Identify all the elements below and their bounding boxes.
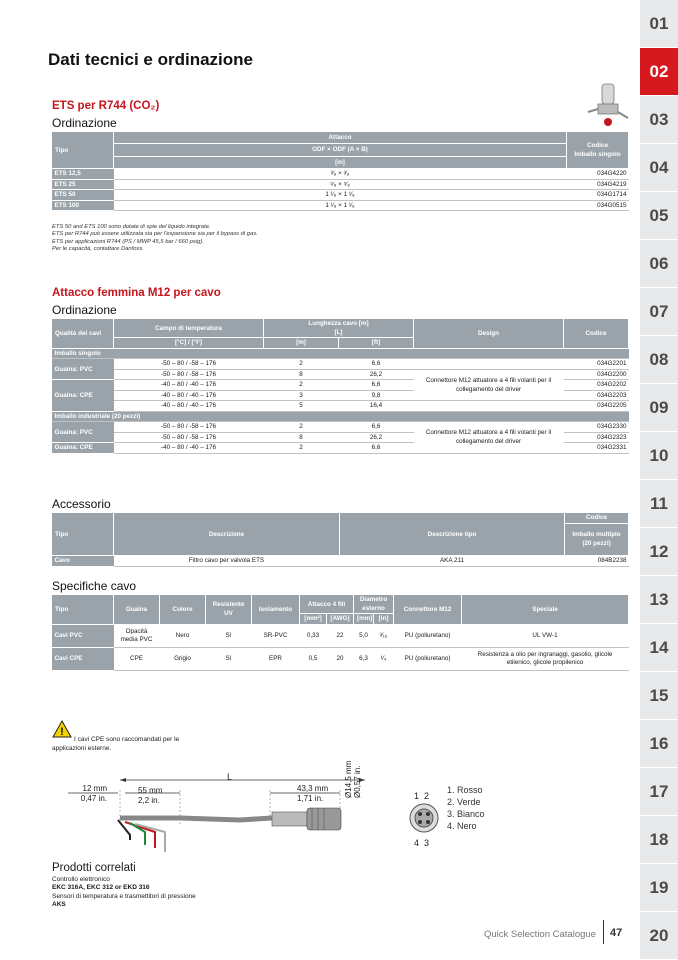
table-cell: Guaina: CPE [52,443,114,454]
table-row [52,169,629,180]
th-diametro: Diametro esterno [354,595,394,614]
table-cell: 8 [264,432,339,443]
table-cell: ETS 25 [52,179,114,190]
table-row [52,647,629,670]
table-cell: ⁵⁄₈ × ⁵⁄₈ [114,179,567,190]
table-cell: -50 – 80 / -58 – 176 [114,359,264,370]
table-cell: -40 – 80 / -40 – 176 [114,390,264,401]
table-cell: CPE [114,647,160,670]
footer-text: Quick Selection Catalogue [484,929,596,940]
table-cell: ³⁄₈ × ³⁄₈ [114,169,567,180]
th-imballo-multiplo: Imballo multiplo (20 pezzi) [565,523,629,555]
table-row [52,200,629,211]
chapter-tab-16: 16 [649,734,669,753]
table-cell: 034G2331 [564,443,629,454]
table-cell: ETS 12,5 [52,169,114,180]
table-row [52,369,629,380]
table-cell: EPR [252,647,300,670]
chapter-tab-14: 14 [649,638,669,657]
table-cell: Imballo singolo [52,348,629,359]
table-row [52,359,629,370]
footer-divider [603,920,604,944]
dim-12mm: 12 mm 0,47 in. [80,784,107,803]
chapter-tab-11: 11 [650,494,668,513]
table-cell [414,401,564,412]
legend-item: 4. Nero [447,821,477,831]
th-m12: Connettore M12 [394,595,462,625]
th-3: Resistente UV [206,595,252,625]
table-row [52,624,629,647]
s4-title: Specifiche cavo [52,579,137,593]
table-cell: 034G2202 [564,380,629,391]
table-cell: 3 [264,390,339,401]
th-unit: [in] [374,614,394,625]
table-cell: 26,2 [339,369,414,380]
table-cell: Imballo industriale (20 pezzi) [52,411,629,422]
th-qualita: Qualità dei cavi [52,319,114,349]
th-odf: ODF × ODF (A × B) [114,144,567,156]
th-1: Guaina [114,595,160,625]
th-attacco: Attacco [114,132,567,144]
table-cell: 2 [264,422,339,433]
cable-spec-table [51,594,629,671]
s1-notes [52,224,258,254]
table-cell: ETS 50 [52,190,114,201]
table-cell: Sì [206,647,252,670]
th-4: Isolamento [252,595,300,625]
note-line: ETS per applicazioni R744 (PS / MWP 45,5 bar / 660 psig). [52,238,204,245]
table-cell: 6,3 [354,647,374,670]
table-cell: ³⁄₁₆ [374,624,394,647]
th-codice3: Codice [565,513,629,524]
table-cell: Cavi CPE [52,647,114,670]
chapter-tab-01: 01 [649,14,669,33]
table-cell: 20 [327,647,354,670]
chapter-tab-04: 04 [649,158,669,177]
chapter-tab-06: 06 [649,254,669,273]
table-cell: -50 – 80 / -58 – 176 [114,369,264,380]
table-cell: UL VW-1 [462,624,629,647]
table-cell: 1 ¹⁄₈ × 1 ¹⁄₈ [114,190,567,201]
th-tipo3: Tipo [52,513,114,556]
legend-item: 1. Rosso [447,785,483,795]
chapter-tab-19: 19 [649,878,669,897]
legend-item: 3. Bianco [447,809,485,819]
table-cell: 034G2330 [564,422,629,433]
th-0: Tipo [52,595,114,625]
table-cell: 2 [264,380,339,391]
table-cell: Opacità media PVC [114,624,160,647]
table-cell: Cavi PVC [52,624,114,647]
chapter-tab-17: 17 [649,782,669,801]
connector-face-icon [408,802,440,834]
table-cell: 034G2200 [564,369,629,380]
table-row [52,422,629,433]
table-row: Cavo Filtro cavo per valvola ETS AKA 211 084B2238 [52,556,629,567]
page-number: 47 [610,927,623,939]
pin-legend [447,784,485,832]
table-cell [414,359,564,370]
th-codice: Codice Imballo singolo [567,132,629,169]
table-cell: 5,0 [354,624,374,647]
s2-subtitle: Ordinazione [52,303,117,317]
th-speciale: Speciale [462,595,629,625]
table-cell: Guaina: CPE [52,380,114,412]
valve-illustration [586,82,630,130]
design-cell: Connettore M12 attuatore a 4 fili volanti per il collegamento del driver [414,369,564,401]
legend-item: 2. Verde [447,797,481,807]
chapter-tab-20: 20 [649,926,669,945]
th-unit: [°C] / [°F] [114,338,264,349]
chapter-tab-09: 09 [649,398,669,417]
th-m: [m] [264,338,339,349]
table-cell: PU (poliuretano) [394,647,462,670]
th-unit: [mm] [354,614,374,625]
table-cell: 034G4219 [567,179,629,190]
chapter-tab-12: 12 [649,542,669,561]
th-unit: [AWG] [327,614,354,625]
table-cell: ¹⁄₄ [374,647,394,670]
section-row [52,411,629,422]
table-cell: 8 [264,369,339,380]
th-unit: [mm²] [300,614,327,625]
chapter-tab-15: 15 [649,686,669,705]
table-cell: 2 [264,443,339,454]
th-campo: Campo di temperatura [114,319,264,338]
table-row [52,179,629,190]
table-cell: Resistenza a olio per ingranaggi, gasolio, glicole etilenico, glicole propilenico [462,647,629,670]
table-cell: 6,6 [339,443,414,454]
table-row [52,190,629,201]
chapter-tab-13: 13 [649,590,669,609]
th-in: [in] [114,156,567,168]
warning-text: I cavi CPE sono raccomandati per le applicazioni esterne. [52,736,180,752]
th-descrizione: Descrizione [114,513,340,556]
chapter-tab-03: 03 [649,110,669,129]
th-codice2: Codice [564,319,629,349]
th-lunghezza: Lunghezza cavo [m] [L] [264,319,414,338]
s1-title: ETS per R744 (CO₂) [52,100,160,112]
table-cell: 6,6 [339,380,414,391]
table-row [52,401,629,412]
table-cell: 0,5 [300,647,327,670]
note-line: ETS per R744 può essere utilizzata sia per l'espansione sia per il bypass di gas. [52,231,258,238]
table-cell: 034G1714 [567,190,629,201]
m12-order-table [51,318,629,454]
table-cell: SR-PVC [252,624,300,647]
chapter-tab-07: 07 [649,302,669,321]
cable-diagram [60,760,380,860]
s2-title: Attacco femmina M12 per cavo [52,287,221,299]
related-list: Controllo elettronico EKC 316A, EKC 312 or EKD 316 Sensori di temperatura e trasmettitori di pressione AKS [52,876,196,909]
table-cell: 1 ¹⁄₈ × 1 ¹⁄₈ [114,200,567,211]
table-cell: 034G2205 [564,401,629,412]
ets-order-table [51,131,629,211]
table-cell: 034G2201 [564,359,629,370]
pins-bottom: 4 3 [414,838,430,848]
table-cell: Guaina: PVC [52,422,114,443]
dim-L: L [227,772,233,782]
pins-top: 1 2 [414,791,430,801]
note-line: ETS 50 and ETS 100 sono dotate di spie del liquido integrate. [52,224,211,230]
table-cell: -50 – 80 / -58 – 176 [114,432,264,443]
table-cell: 6,6 [339,422,414,433]
table-cell: 16,4 [339,401,414,412]
th-design: Design [414,319,564,349]
chapter-tab-08: 08 [649,350,669,369]
accessory-table [51,512,629,567]
th-ft: [ft] [339,338,414,349]
th-attacco4: Attacco 4 fili [300,595,354,614]
dim-43mm: 43,3 mm 1,71 in. [297,784,329,803]
table-cell: 26,2 [339,432,414,443]
dim-diameter: Ø14,5 mm Ø0,57 in. [344,760,362,798]
table-cell: -40 – 80 / -40 – 176 [114,401,264,412]
table-cell: Nero [160,624,206,647]
page-title: Dati tecnici e ordinazione [48,50,253,69]
th-tipo: Tipo [52,132,114,169]
design-cell: Connettore M12 attuatore a 4 fili volanti per il collegamento del driver [414,422,564,454]
related-title: Prodotti correlati [52,862,136,874]
table-cell: -50 – 80 / -58 – 176 [114,422,264,433]
table-cell: PU (poliuretano) [394,624,462,647]
table-cell: 5 [264,401,339,412]
table-cell: ETS 100 [52,200,114,211]
th-descrizione-tipo: Descrizione tipo [340,513,565,556]
table-cell: -40 – 80 / -40 – 176 [114,443,264,454]
chapter-tab-10: 10 [649,446,669,465]
chapter-tabs [640,0,678,959]
table-cell: 034G2203 [564,390,629,401]
chapter-tab-18: 18 [649,830,669,849]
table-cell: 9,8 [339,390,414,401]
chapter-tab-02: 02 [640,48,678,96]
table-cell: 6,6 [339,359,414,370]
table-cell: 2 [264,359,339,370]
chapter-tab-05: 05 [649,206,669,225]
table-cell: Sì [206,624,252,647]
svg-text:!: ! [60,726,64,738]
th-2: Colore [160,595,206,625]
table-cell: Guaina: PVC [52,359,114,380]
note-line: Per le capacità, contattare Danfoss. [52,246,144,253]
table-cell: 0,33 [300,624,327,647]
section-row [52,348,629,359]
table-cell: 034G4220 [567,169,629,180]
table-cell: -40 – 80 / -40 – 176 [114,380,264,391]
table-cell: 22 [327,624,354,647]
table-cell: Grigio [160,647,206,670]
dim-55mm: 55 mm 2,2 in. [138,786,163,805]
table-cell: 034G0515 [567,200,629,211]
s1-subtitle: Ordinazione [52,116,117,130]
table-cell: 034G2323 [564,432,629,443]
s3-title: Accessorio [52,497,111,511]
